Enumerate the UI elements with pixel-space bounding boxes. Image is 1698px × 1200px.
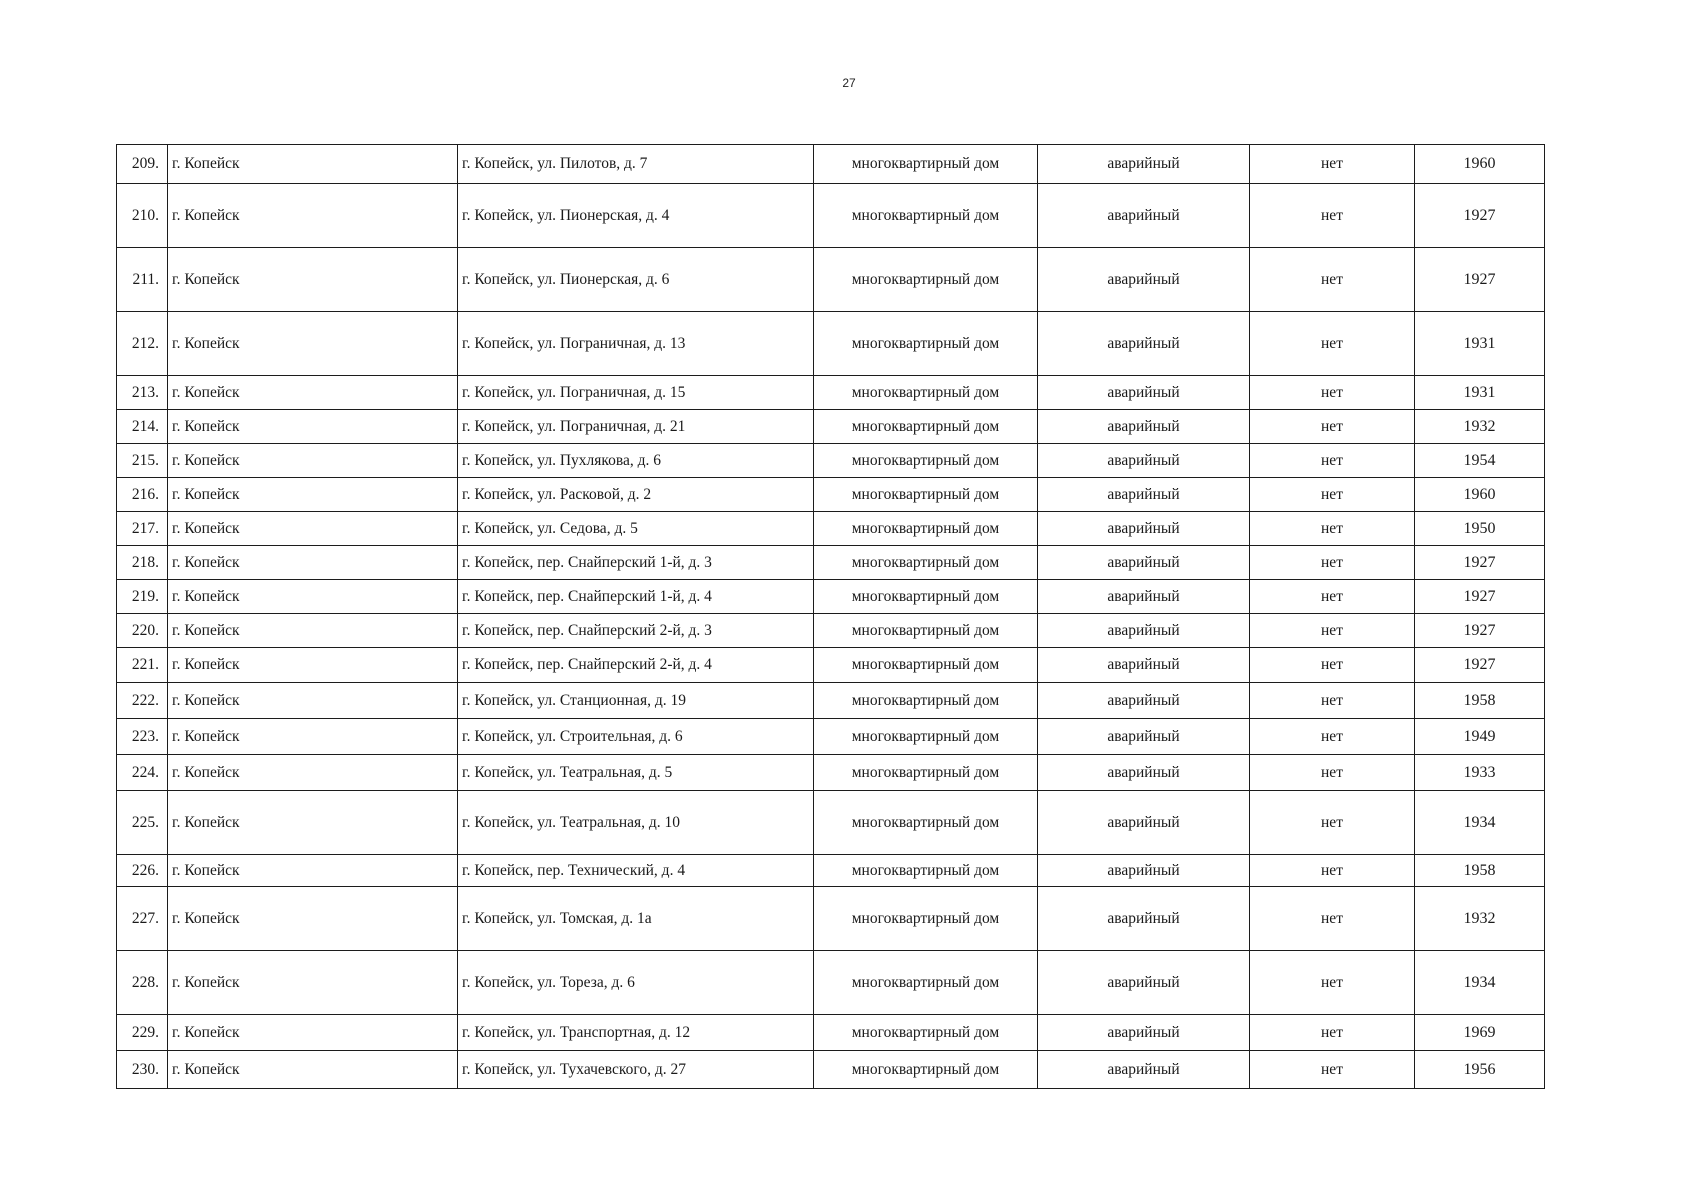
row-condition: аварийный: [1038, 755, 1250, 791]
row-building-type: многоквартирный дом: [814, 478, 1038, 512]
table-row: [117, 648, 1545, 683]
row-flag: нет: [1250, 855, 1415, 887]
row-year: 1969: [1415, 1015, 1545, 1051]
row-settlement: г. Копейск: [168, 614, 458, 648]
row-building-type: многоквартирный дом: [814, 1051, 1038, 1089]
row-building-type: многоквартирный дом: [814, 614, 1038, 648]
row-flag: нет: [1250, 376, 1415, 410]
row-settlement: г. Копейск: [168, 478, 458, 512]
row-number: 221.: [117, 648, 168, 683]
row-flag: нет: [1250, 546, 1415, 580]
row-settlement: г. Копейск: [168, 683, 458, 719]
row-number: 230.: [117, 1051, 168, 1089]
row-number: 224.: [117, 755, 168, 791]
row-flag: нет: [1250, 683, 1415, 719]
row-address: г. Копейск, ул. Строительная, д. 6: [458, 719, 814, 755]
row-flag: нет: [1250, 755, 1415, 791]
row-condition: аварийный: [1038, 512, 1250, 546]
row-address: г. Копейск, ул. Тухачевского, д. 27: [458, 1051, 814, 1089]
row-number: 217.: [117, 512, 168, 546]
row-number: 211.: [117, 248, 168, 312]
row-year: 1933: [1415, 755, 1545, 791]
row-building-type: многоквартирный дом: [814, 444, 1038, 478]
row-address: г. Копейск, пер. Снайперский 2-й, д. 3: [458, 614, 814, 648]
row-year: 1927: [1415, 580, 1545, 614]
row-year: 1927: [1415, 546, 1545, 580]
row-condition: аварийный: [1038, 312, 1250, 376]
row-number: 213.: [117, 376, 168, 410]
row-flag: нет: [1250, 791, 1415, 855]
row-number: 229.: [117, 1015, 168, 1051]
row-flag: нет: [1250, 887, 1415, 951]
row-settlement: г. Копейск: [168, 184, 458, 248]
row-number: 228.: [117, 951, 168, 1015]
row-year: 1931: [1415, 312, 1545, 376]
row-building-type: многоквартирный дом: [814, 683, 1038, 719]
row-address: г. Копейск, ул. Пограничная, д. 13: [458, 312, 814, 376]
row-address: г. Копейск, ул. Театральная, д. 5: [458, 755, 814, 791]
row-condition: аварийный: [1038, 145, 1250, 184]
row-condition: аварийный: [1038, 951, 1250, 1015]
row-flag: нет: [1250, 512, 1415, 546]
table-row: [117, 145, 1545, 184]
row-year: 1960: [1415, 145, 1545, 184]
row-building-type: многоквартирный дом: [814, 410, 1038, 444]
row-address: г. Копейск, ул. Станционная, д. 19: [458, 683, 814, 719]
housing-registry-table: [116, 144, 1545, 1089]
row-year: 1932: [1415, 887, 1545, 951]
row-number: 225.: [117, 791, 168, 855]
row-flag: нет: [1250, 1015, 1415, 1051]
row-flag: нет: [1250, 648, 1415, 683]
row-settlement: г. Копейск: [168, 1051, 458, 1089]
row-building-type: многоквартирный дом: [814, 512, 1038, 546]
row-settlement: г. Копейск: [168, 410, 458, 444]
row-building-type: многоквартирный дом: [814, 184, 1038, 248]
row-address: г. Копейск, ул. Транспортная, д. 12: [458, 1015, 814, 1051]
row-building-type: многоквартирный дом: [814, 791, 1038, 855]
row-address: г. Копейск, ул. Театральная, д. 10: [458, 791, 814, 855]
row-building-type: многоквартирный дом: [814, 580, 1038, 614]
row-year: 1956: [1415, 1051, 1545, 1089]
row-settlement: г. Копейск: [168, 719, 458, 755]
row-address: г. Копейск, ул. Пограничная, д. 21: [458, 410, 814, 444]
row-number: 209.: [117, 145, 168, 184]
row-condition: аварийный: [1038, 1015, 1250, 1051]
row-year: 1934: [1415, 951, 1545, 1015]
row-condition: аварийный: [1038, 184, 1250, 248]
row-building-type: многоквартирный дом: [814, 145, 1038, 184]
row-settlement: г. Копейск: [168, 791, 458, 855]
row-condition: аварийный: [1038, 410, 1250, 444]
row-address: г. Копейск, пер. Снайперский 1-й, д. 3: [458, 546, 814, 580]
row-condition: аварийный: [1038, 855, 1250, 887]
row-flag: нет: [1250, 145, 1415, 184]
table-row: [117, 1051, 1545, 1089]
row-condition: аварийный: [1038, 887, 1250, 951]
row-number: 212.: [117, 312, 168, 376]
row-settlement: г. Копейск: [168, 248, 458, 312]
row-year: 1958: [1415, 683, 1545, 719]
row-year: 1931: [1415, 376, 1545, 410]
table-row: [117, 580, 1545, 614]
row-number: 215.: [117, 444, 168, 478]
table-row: [117, 312, 1545, 376]
row-condition: аварийный: [1038, 683, 1250, 719]
table-row: [117, 887, 1545, 951]
row-address: г. Копейск, ул. Пухлякова, д. 6: [458, 444, 814, 478]
row-condition: аварийный: [1038, 648, 1250, 683]
row-condition: аварийный: [1038, 1051, 1250, 1089]
row-address: г. Копейск, пер. Снайперский 1-й, д. 4: [458, 580, 814, 614]
table-row: [117, 951, 1545, 1015]
row-building-type: многоквартирный дом: [814, 648, 1038, 683]
row-flag: нет: [1250, 410, 1415, 444]
row-number: 226.: [117, 855, 168, 887]
row-settlement: г. Копейск: [168, 648, 458, 683]
row-number: 214.: [117, 410, 168, 444]
row-address: г. Копейск, ул. Пограничная, д. 15: [458, 376, 814, 410]
row-address: г. Копейск, ул. Томская, д. 1а: [458, 887, 814, 951]
table-row: [117, 248, 1545, 312]
row-year: 1950: [1415, 512, 1545, 546]
row-settlement: г. Копейск: [168, 145, 458, 184]
row-address: г. Копейск, ул. Расковой, д. 2: [458, 478, 814, 512]
row-flag: нет: [1250, 719, 1415, 755]
row-building-type: многоквартирный дом: [814, 855, 1038, 887]
table-row: [117, 376, 1545, 410]
row-flag: нет: [1250, 248, 1415, 312]
table-row: [117, 614, 1545, 648]
table-row: [117, 1015, 1545, 1051]
table-row: [117, 755, 1545, 791]
row-year: 1934: [1415, 791, 1545, 855]
row-address: г. Копейск, пер. Снайперский 2-й, д. 4: [458, 648, 814, 683]
row-settlement: г. Копейск: [168, 951, 458, 1015]
row-flag: нет: [1250, 1051, 1415, 1089]
row-year: 1927: [1415, 614, 1545, 648]
row-year: 1932: [1415, 410, 1545, 444]
row-settlement: г. Копейск: [168, 546, 458, 580]
row-condition: аварийный: [1038, 719, 1250, 755]
row-address: г. Копейск, ул. Пионерская, д. 6: [458, 248, 814, 312]
row-settlement: г. Копейск: [168, 376, 458, 410]
row-year: 1954: [1415, 444, 1545, 478]
row-settlement: г. Копейск: [168, 755, 458, 791]
table-row: [117, 512, 1545, 546]
table-body: [117, 145, 1545, 1089]
row-address: г. Копейск, ул. Пионерская, д. 4: [458, 184, 814, 248]
row-address: г. Копейск, ул. Седова, д. 5: [458, 512, 814, 546]
row-flag: нет: [1250, 444, 1415, 478]
page-number: 27: [842, 76, 856, 90]
row-year: 1927: [1415, 648, 1545, 683]
row-settlement: г. Копейск: [168, 312, 458, 376]
row-condition: аварийный: [1038, 791, 1250, 855]
row-building-type: многоквартирный дом: [814, 887, 1038, 951]
row-year: 1949: [1415, 719, 1545, 755]
row-year: 1958: [1415, 855, 1545, 887]
row-settlement: г. Копейск: [168, 512, 458, 546]
row-condition: аварийный: [1038, 614, 1250, 648]
row-condition: аварийный: [1038, 546, 1250, 580]
row-year: 1960: [1415, 478, 1545, 512]
row-settlement: г. Копейск: [168, 887, 458, 951]
row-flag: нет: [1250, 580, 1415, 614]
row-flag: нет: [1250, 478, 1415, 512]
row-number: 218.: [117, 546, 168, 580]
table-row: [117, 184, 1545, 248]
table-row: [117, 719, 1545, 755]
row-settlement: г. Копейск: [168, 580, 458, 614]
row-condition: аварийный: [1038, 478, 1250, 512]
row-settlement: г. Копейск: [168, 1015, 458, 1051]
table-row: [117, 546, 1545, 580]
table-row: [117, 683, 1545, 719]
row-flag: нет: [1250, 951, 1415, 1015]
row-flag: нет: [1250, 614, 1415, 648]
row-number: 227.: [117, 887, 168, 951]
row-year: 1927: [1415, 248, 1545, 312]
row-building-type: многоквартирный дом: [814, 248, 1038, 312]
row-building-type: многоквартирный дом: [814, 719, 1038, 755]
table-row: [117, 444, 1545, 478]
row-settlement: г. Копейск: [168, 855, 458, 887]
table-row: [117, 791, 1545, 855]
row-number: 210.: [117, 184, 168, 248]
row-number: 219.: [117, 580, 168, 614]
table-row: [117, 855, 1545, 887]
table-row: [117, 478, 1545, 512]
row-building-type: многоквартирный дом: [814, 376, 1038, 410]
row-settlement: г. Копейск: [168, 444, 458, 478]
row-address: г. Копейск, пер. Технический, д. 4: [458, 855, 814, 887]
row-address: г. Копейск, ул. Пилотов, д. 7: [458, 145, 814, 184]
row-condition: аварийный: [1038, 444, 1250, 478]
row-number: 220.: [117, 614, 168, 648]
row-building-type: многоквартирный дом: [814, 951, 1038, 1015]
row-building-type: многоквартирный дом: [814, 312, 1038, 376]
row-flag: нет: [1250, 312, 1415, 376]
row-address: г. Копейск, ул. Тореза, д. 6: [458, 951, 814, 1015]
row-building-type: многоквартирный дом: [814, 546, 1038, 580]
row-condition: аварийный: [1038, 248, 1250, 312]
row-number: 223.: [117, 719, 168, 755]
row-building-type: многоквартирный дом: [814, 755, 1038, 791]
row-condition: аварийный: [1038, 580, 1250, 614]
table-row: [117, 410, 1545, 444]
row-flag: нет: [1250, 184, 1415, 248]
row-condition: аварийный: [1038, 376, 1250, 410]
row-number: 216.: [117, 478, 168, 512]
row-number: 222.: [117, 683, 168, 719]
row-building-type: многоквартирный дом: [814, 1015, 1038, 1051]
row-year: 1927: [1415, 184, 1545, 248]
